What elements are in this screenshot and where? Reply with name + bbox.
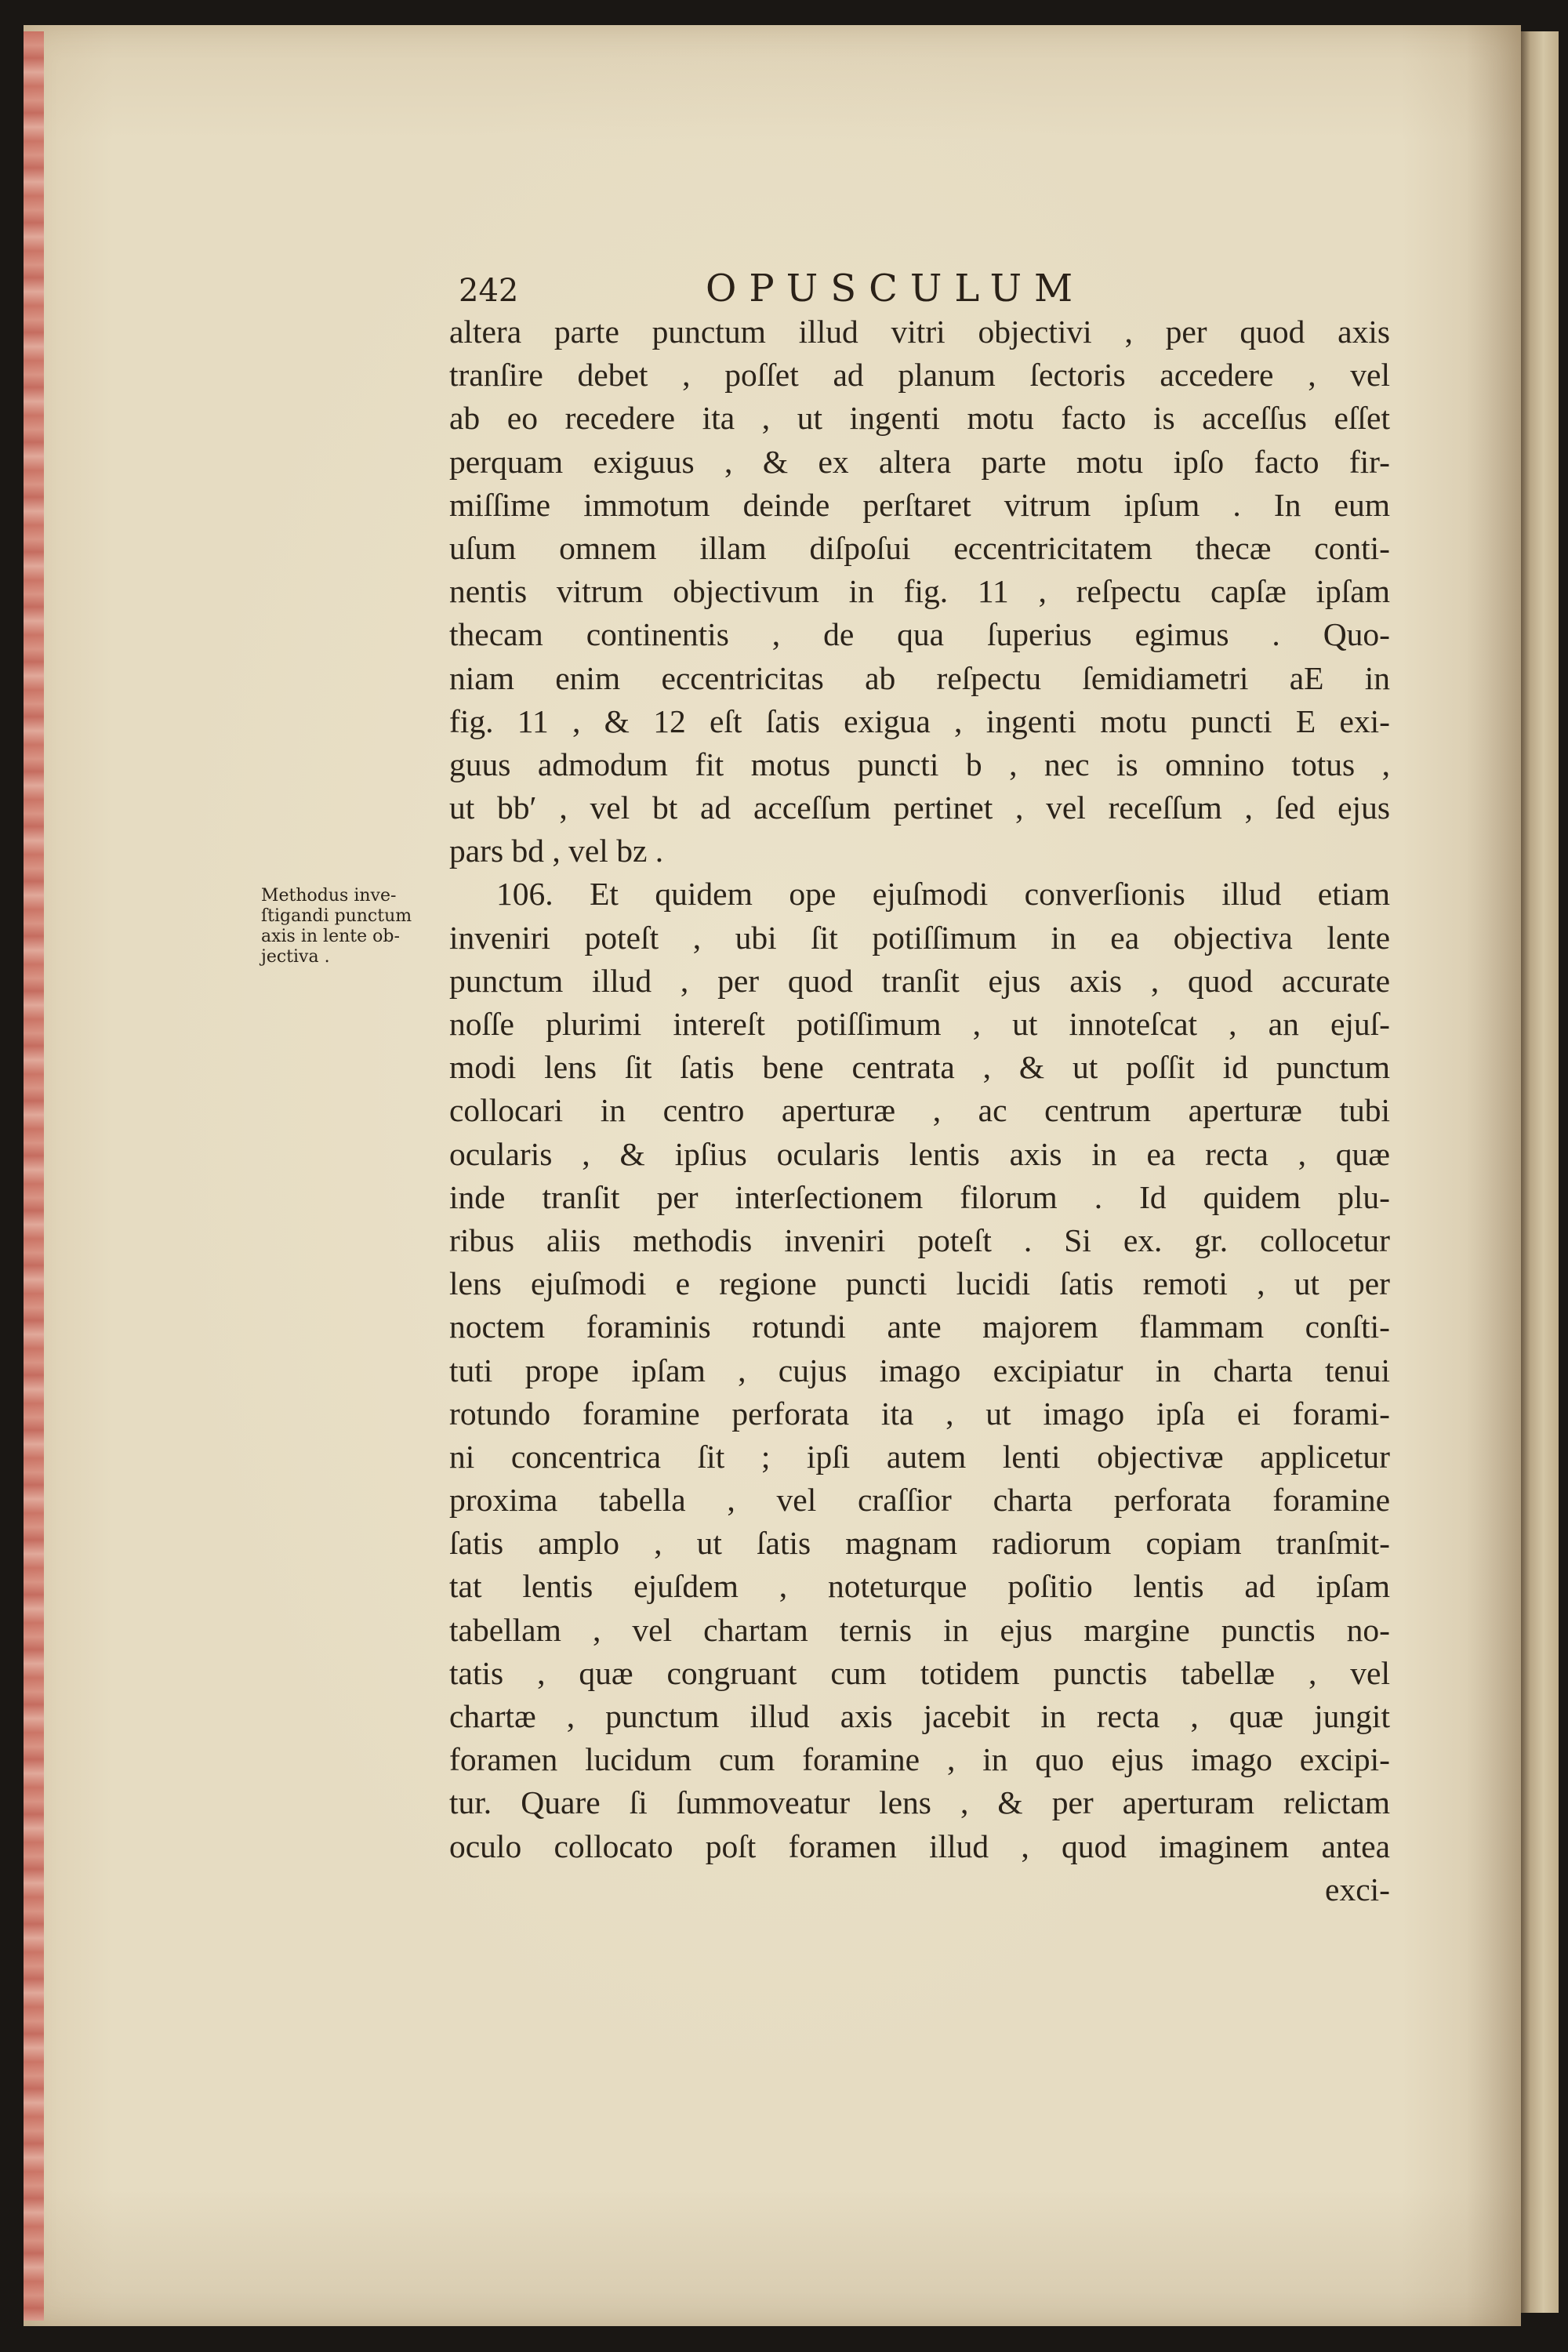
text-line: rotundo foramine perforata ita , ut imago ipſa ei forami- — [449, 1395, 1390, 1432]
text-line: tat lentis ejuſdem , noteturque poſitio lentis ad ipſam — [449, 1568, 1390, 1605]
text-line: fig. 11 , & 12 eſt ſatis exigua , ingenti motu puncti E exi- — [449, 702, 1390, 739]
text-line: inveniri poteſt , ubi ſit potiſſimum in ea objectiva lente — [449, 919, 1390, 956]
text-line: oculo collocato poſt foramen illud , quod imaginem antea — [449, 1828, 1390, 1864]
marginal-note-line: ſtigandi punctum — [261, 906, 412, 926]
text-line: ni concentrica ſit ; ipſi autem lenti objectivæ applicetur — [449, 1438, 1390, 1475]
text-line: noſſe plurimi intereſt potiſſimum , ut innoteſcat , an ejuſ- — [449, 1006, 1390, 1042]
red-page-edge — [24, 31, 44, 2321]
page-header — [459, 267, 1399, 314]
text-line: pars bd , vel bz . — [449, 833, 664, 869]
text-line: guus admodum fit motus puncti b , nec is omnino totus , — [449, 746, 1390, 782]
running-head: OPUSCULUM — [706, 267, 1086, 310]
text-line: tatis , quæ congruant cum totidem punctis tabellæ , vel — [449, 1654, 1390, 1691]
text-line: tabellam , vel chartam ternis in ejus margine punctis no- — [449, 1611, 1390, 1648]
paragraph-106-start: 106. Et quidem ope ejuſmodi converſionis illud etiam — [496, 876, 1390, 913]
body-text — [449, 310, 1390, 1911]
catchword: exci- — [1325, 1871, 1390, 1907]
text-line: chartæ , punctum illud axis jacebit in recta , quæ jungit — [449, 1698, 1390, 1734]
text-line: nentis vitrum objectivum in fig. 11 , reſpectu capſæ ipſam — [449, 573, 1390, 610]
page-number: 242 — [459, 273, 519, 309]
text-line: foramen lucidum cum foramine , in quo ejus imago excipi- — [449, 1741, 1390, 1778]
text-line: collocari in centro aperturæ , ac centrum aperturæ tubi — [449, 1092, 1390, 1129]
text-line: ut bb′ , vel bt ad acceſſum pertinet , vel receſſum , ſed ejus — [449, 789, 1390, 826]
text-line: lens ejuſmodi e regione puncti lucidi ſatis remoti , ut per — [449, 1265, 1390, 1302]
text-line: tur. Quare ſi ſummoveatur lens , & per aperturam relictam — [449, 1784, 1390, 1821]
text-line: thecam continentis , de qua ſuperius egimus . Quo- — [449, 616, 1390, 653]
text-line: inde tranſit per interſectionem filorum . Id quidem plu- — [449, 1178, 1390, 1215]
text-line: modi lens ſit ſatis bene centrata , & ut poſſit id punctum — [449, 1049, 1390, 1086]
marginal-note — [261, 886, 449, 967]
text-line: ab eo recedere ita , ut ingenti motu facto is acceſſus eſſet — [449, 400, 1390, 437]
text-line: miſſime immotum deinde perſtaret vitrum ipſum . In eum — [449, 486, 1390, 523]
text-line: uſum omnem illam diſpoſui eccentricitatem thecæ conti- — [449, 529, 1390, 566]
text-line: perquam exiguus , & ex altera parte motu ipſo facto fir- — [449, 443, 1390, 480]
text-line: tranſire debet , poſſet ad planum ſectoris accedere , vel — [449, 357, 1390, 394]
facing-page-edge — [1521, 31, 1559, 2313]
text-line: niam enim eccentricitas ab reſpectu ſemidiametri aE in — [449, 659, 1390, 696]
text-line: tuti prope ipſam , cujus imago excipiatur in charta tenui — [449, 1352, 1390, 1388]
text-line: ribus aliis methodis inveniri poteſt . Si ex. gr. collocetur — [449, 1221, 1390, 1258]
gutter-shadow — [1466, 25, 1521, 2326]
text-line: noctem foraminis rotundi ante majorem flammam conſti- — [449, 1308, 1390, 1345]
text-line: ſatis amplo , ut ſatis magnam radiorum copiam tranſmit- — [449, 1525, 1390, 1562]
text-line: altera parte punctum illud vitri objectivi , per quod axis — [449, 314, 1390, 350]
marginal-note-line: axis in lente ob- — [261, 927, 400, 946]
text-line: punctum illud , per quod tranſit ejus axis , quod accurate — [449, 962, 1390, 999]
marginal-note-line: jectiva . — [261, 947, 330, 967]
marginal-note-line: Methodus inve- — [261, 886, 397, 906]
text-line: proxima tabella , vel craſſior charta perforata foramine — [449, 1482, 1390, 1519]
text-line: ocularis , & ipſius ocularis lentis axis in ea recta , quæ — [449, 1135, 1390, 1172]
